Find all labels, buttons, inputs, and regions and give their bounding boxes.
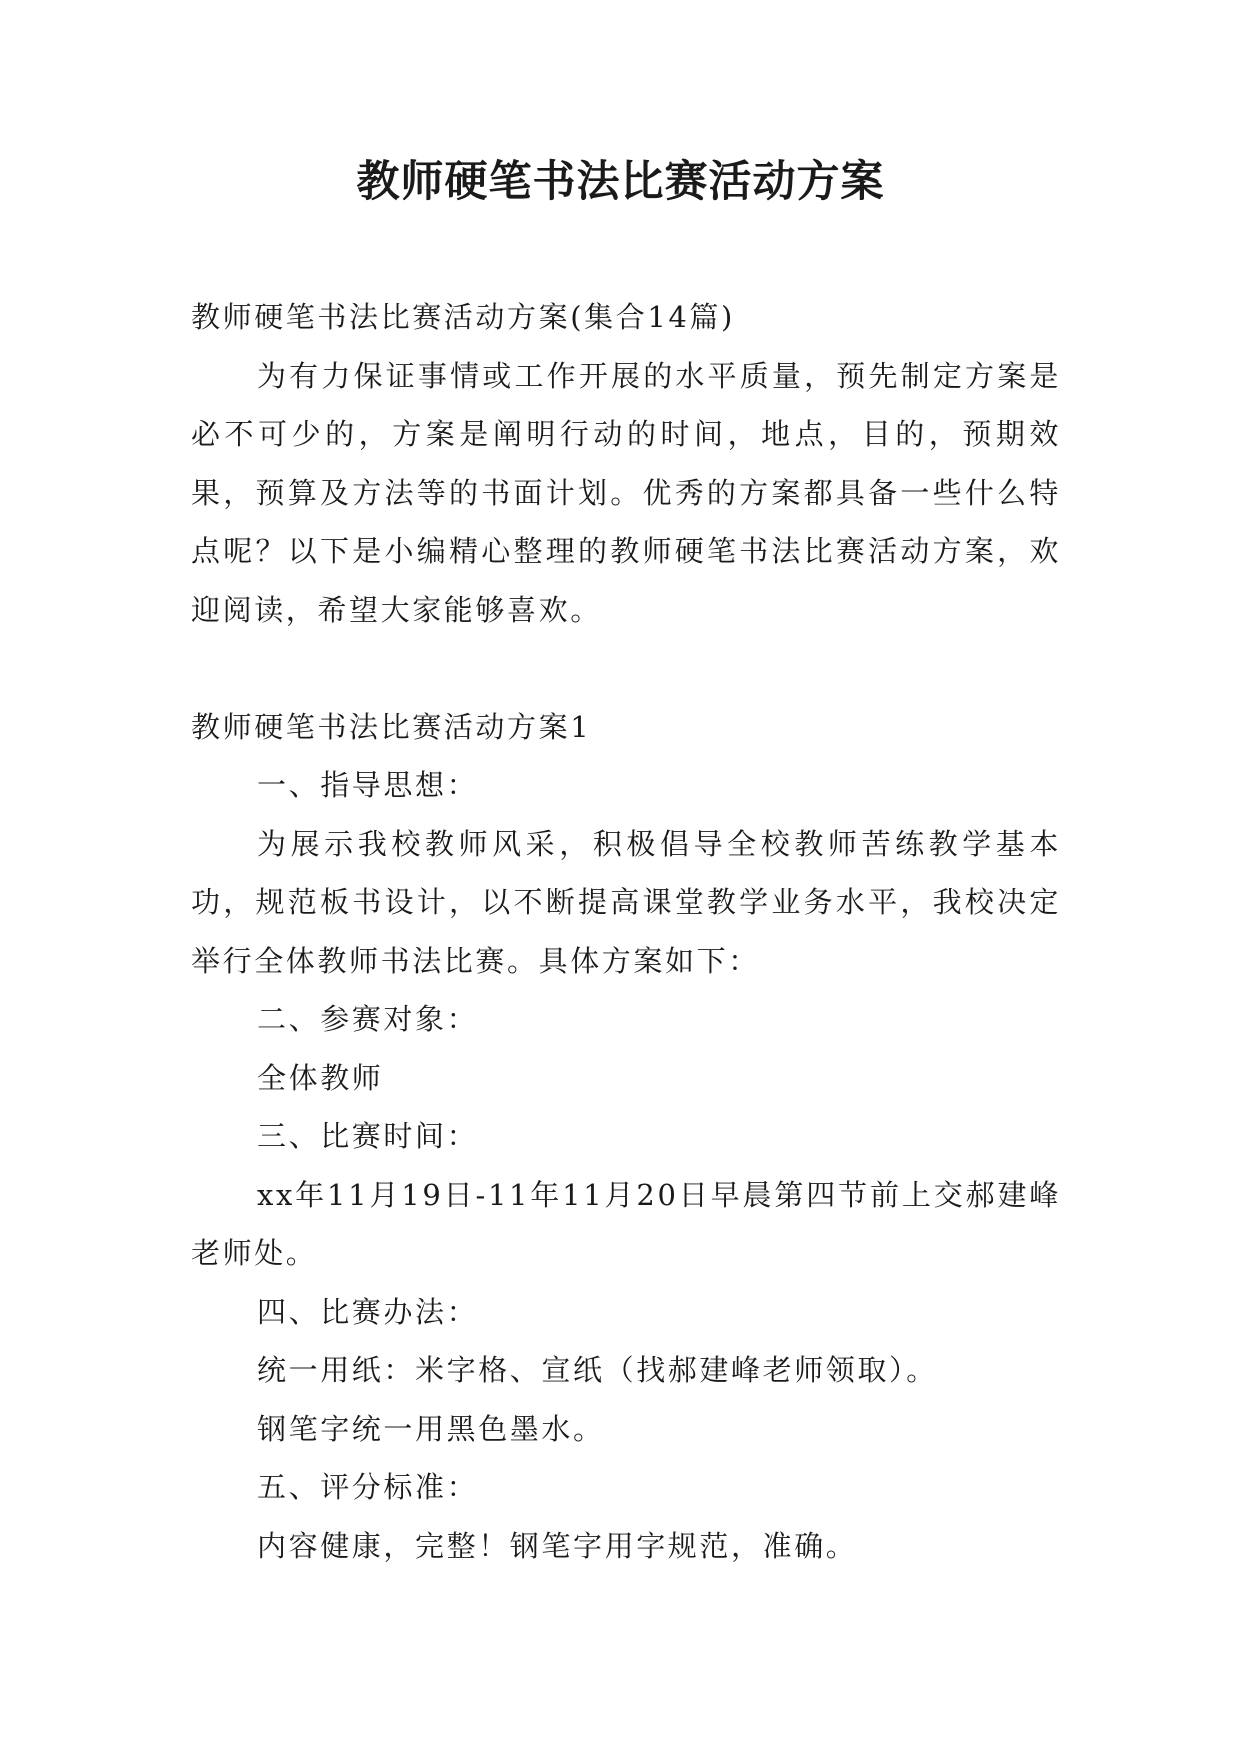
intro-paragraph: 为有力保证事情或工作开展的水平质量，预先制定方案是必不可少的，方案是阐明行动的时间，地点，目的，预期效果，预算及方法等的书面计划。优秀的方案都具备一些什么特点呢？以下是小编精心整理的教师硬笔书法比赛活动方案，欢迎阅读，希望大家能够喜欢。 bbox=[191, 358, 1061, 627]
document-subtitle: 教师硬笔书法比赛活动方案(集合14篇) bbox=[191, 300, 735, 334]
section-item-participants: 二、参赛对象： bbox=[257, 1002, 479, 1036]
section-item-scoring: 五、评分标准： bbox=[257, 1470, 479, 1504]
section-item-method: 四、比赛办法： bbox=[257, 1294, 479, 1329]
section-heading: 教师硬笔书法比赛活动方案1 bbox=[191, 709, 592, 744]
paragraph-time: xx年11月19日-11年11月20日早晨第四节前上交郝建峰老师处。 bbox=[191, 1177, 1061, 1270]
paragraph-purpose: 为展示我校教师风采，积极倡导全校教师苦练教学基本功，规范板书设计，以不断提高课堂教学业务水平，我校决定举行全体教师书法比赛。具体方案如下： bbox=[191, 826, 1061, 978]
section-item-time: 三、比赛时间： bbox=[257, 1119, 479, 1153]
section-item-guiding-thought: 一、指导思想： bbox=[257, 768, 479, 802]
paragraph-paper: 统一用纸：米字格、宣纸（找郝建峰老师领取）。 bbox=[257, 1353, 938, 1387]
paragraph-participants: 全体教师 bbox=[257, 1060, 384, 1095]
paragraph-ink: 钢笔字统一用黑色墨水。 bbox=[257, 1411, 605, 1446]
document-title: 教师硬笔书法比赛活动方案 bbox=[356, 157, 885, 207]
paragraph-scoring: 内容健康，完整！钢笔字用字规范，准确。 bbox=[257, 1528, 858, 1563]
document-body bbox=[191, 288, 1061, 1575]
